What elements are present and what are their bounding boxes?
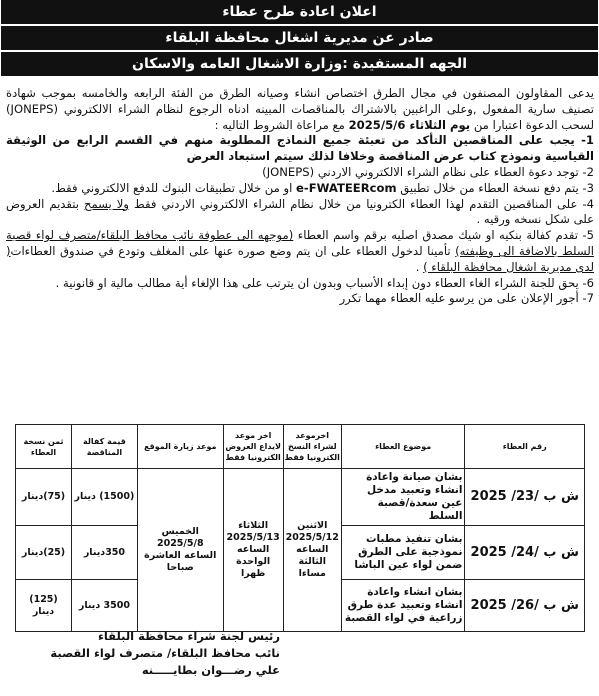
condition-6: 6- يحق للجنة الشراء الغاء العطاء دون إبداء الأسباب وبدون ان يترتب على هذا الإلغاء أية مطالب مالية او قانونية . [55,275,594,290]
condition-4 [6,197,594,229]
intro-text-1: يدعى المقاولون المصنفون في مجال الطرق اختصاص انشاء وصيانه الطرق من الفئة الرابعه والخامسه بموجب شهادة تصنيف سارية المفعول ,وعلى الراغبين بالاشتراك بالمناقصات المبينه ادناه الرجوع لنظام الشراء الالكتروني (JONEPS) لسحب الدعوة اعتبارا من [6,86,594,132]
header-guarantee: قيمة كفالة المناقصة [72,425,138,469]
copy-price: (125) دينار [16,580,72,632]
table-row [16,469,585,526]
condition-5-c: تأمينا لدخول العطاء على ان يتم وضع صوره عنها على المغلف وتودع في صندوق العطاءات [10,243,456,258]
site-visit-cell: الخميس 2025/5/8 الساعه العاشرة صباحا [137,469,223,632]
intro-paragraph [6,86,594,133]
intro-text-2: مع مراعاة الشروط التاليه : [214,117,349,132]
table-header-row [16,425,585,469]
header-copy-price: ثمن نسخة العطاء [16,425,72,469]
header-site-visit: موعد زيارة الموقع [137,425,223,469]
condition-5-d: ( لدى مديرية اشغال محافظة البلقاء ) [6,243,594,274]
submission-deadline-cell: الثلاثاء 2025/5/13 الساعه الواحدة ظهرا [223,469,283,632]
announcement-body [6,86,594,307]
copy-price: (25)دينار [16,526,72,580]
tenders-table [15,424,585,632]
purchase-deadline-cell: الاثنين 2025/5/12 الساعه الثالثة مساءا [283,469,341,632]
tender-number: ش ب /23/ 2025 [465,469,585,526]
condition-4-c: بتقديم العروض على شكل نسخه ورقيه . [6,196,594,227]
signature-title: رئيس لجنة شراء محافظة البلقاء [97,629,280,643]
signature-position: نائب محافظ البلقاء/ متصرف لواء القصبة [50,646,280,660]
tender-subject: بشان انشاء واعادة انشاء وتعبيد عدة طرق زراعية في لواء القصبة [341,580,465,632]
header-tender-number: رقم العطاء [465,425,585,469]
condition-5-a: 5- تقدم كفالة بنكيه او شيك مصدق اصليه برقم واسم العطاء [293,228,595,243]
signature-name: علي رضـــوان بطايـــــنه [141,663,280,677]
condition-4-a: 4- على المناقصين التقدم لهذا العطاء الكترونيا من خلال نظام الشراء الالكتروني الاردني فقط [128,196,595,211]
tender-subject: بشان صيانة واعادة انشاء وتعبيد مدخل عين سعدة/قصبة السلط [341,469,465,526]
condition-5-b: (موجهه الى عطوفة نائب محافظ البلقاء/متصرف لواء قصبة السلط بالاضافة الى وظيفته) [6,228,594,258]
signature-block [40,628,280,679]
condition-3-a: 3- يتم دفع نسخة العطاء من خلال تطبيق [396,180,594,195]
condition-1: 1- يجب على المناقصين التأكد من تعبئة جميع النماذج المطلوبة منهم في القسم الرابع من الوثيقة القياسية ونموذج كتاب عرض المناقصة وخلافا لذلك سيتم استبعاد العرض [6,133,594,164]
announcement-header [1,0,598,76]
guarantee-value: 350دينار [72,526,138,580]
condition-3 [6,181,594,197]
condition-7: 7- أجور الإعلان على من يرسو عليه العطاء مهما تكرر [339,291,594,306]
announcement-title: اعلان اعادة طرح عطاء [1,0,598,24]
header-submission-deadline: اخر موعد لايداع العروض الكترونيا فقط [223,425,283,469]
condition-5-e: . [415,259,424,274]
efawateercom-label: e-FWATEERcom [296,180,397,195]
tender-number: ش ب /26/ 2025 [465,580,585,632]
copy-price: (75)دينار [16,469,72,526]
tender-subject: بشان تنفيذ مطبات نموذجية على الطرق ضمن لواء عين الباشا [341,526,465,580]
issuer-line: صادر عن مديرية اشغال محافظة البلقاء [1,26,598,50]
guarantee-value: 3500 دينار [72,580,138,632]
condition-4-b: ولا يسمح [84,196,129,211]
beneficiary-line: الجهه المستفيدة :وزارة الاشغال العامه والاسكان [1,52,598,76]
header-subject: موضوع العطاء [341,425,465,469]
header-purchase-deadline: اخرموعد لشراء النسخ الكترونيا فقط [283,425,341,469]
intro-date: يوم الثلاثاء 2025/5/6 [348,117,471,132]
condition-5 [6,228,594,275]
condition-3-c: او من خلال تطبيقات البنوك للدفع الالكتروني فقط. [51,180,297,195]
tender-number: ش ب /24/ 2025 [465,526,585,580]
condition-2: 2- توجد دعوة العطاء على نظام الشراء الالكتروني الاردني (JONEPS) [262,164,594,179]
guarantee-value: (1500) دينار [72,469,138,526]
